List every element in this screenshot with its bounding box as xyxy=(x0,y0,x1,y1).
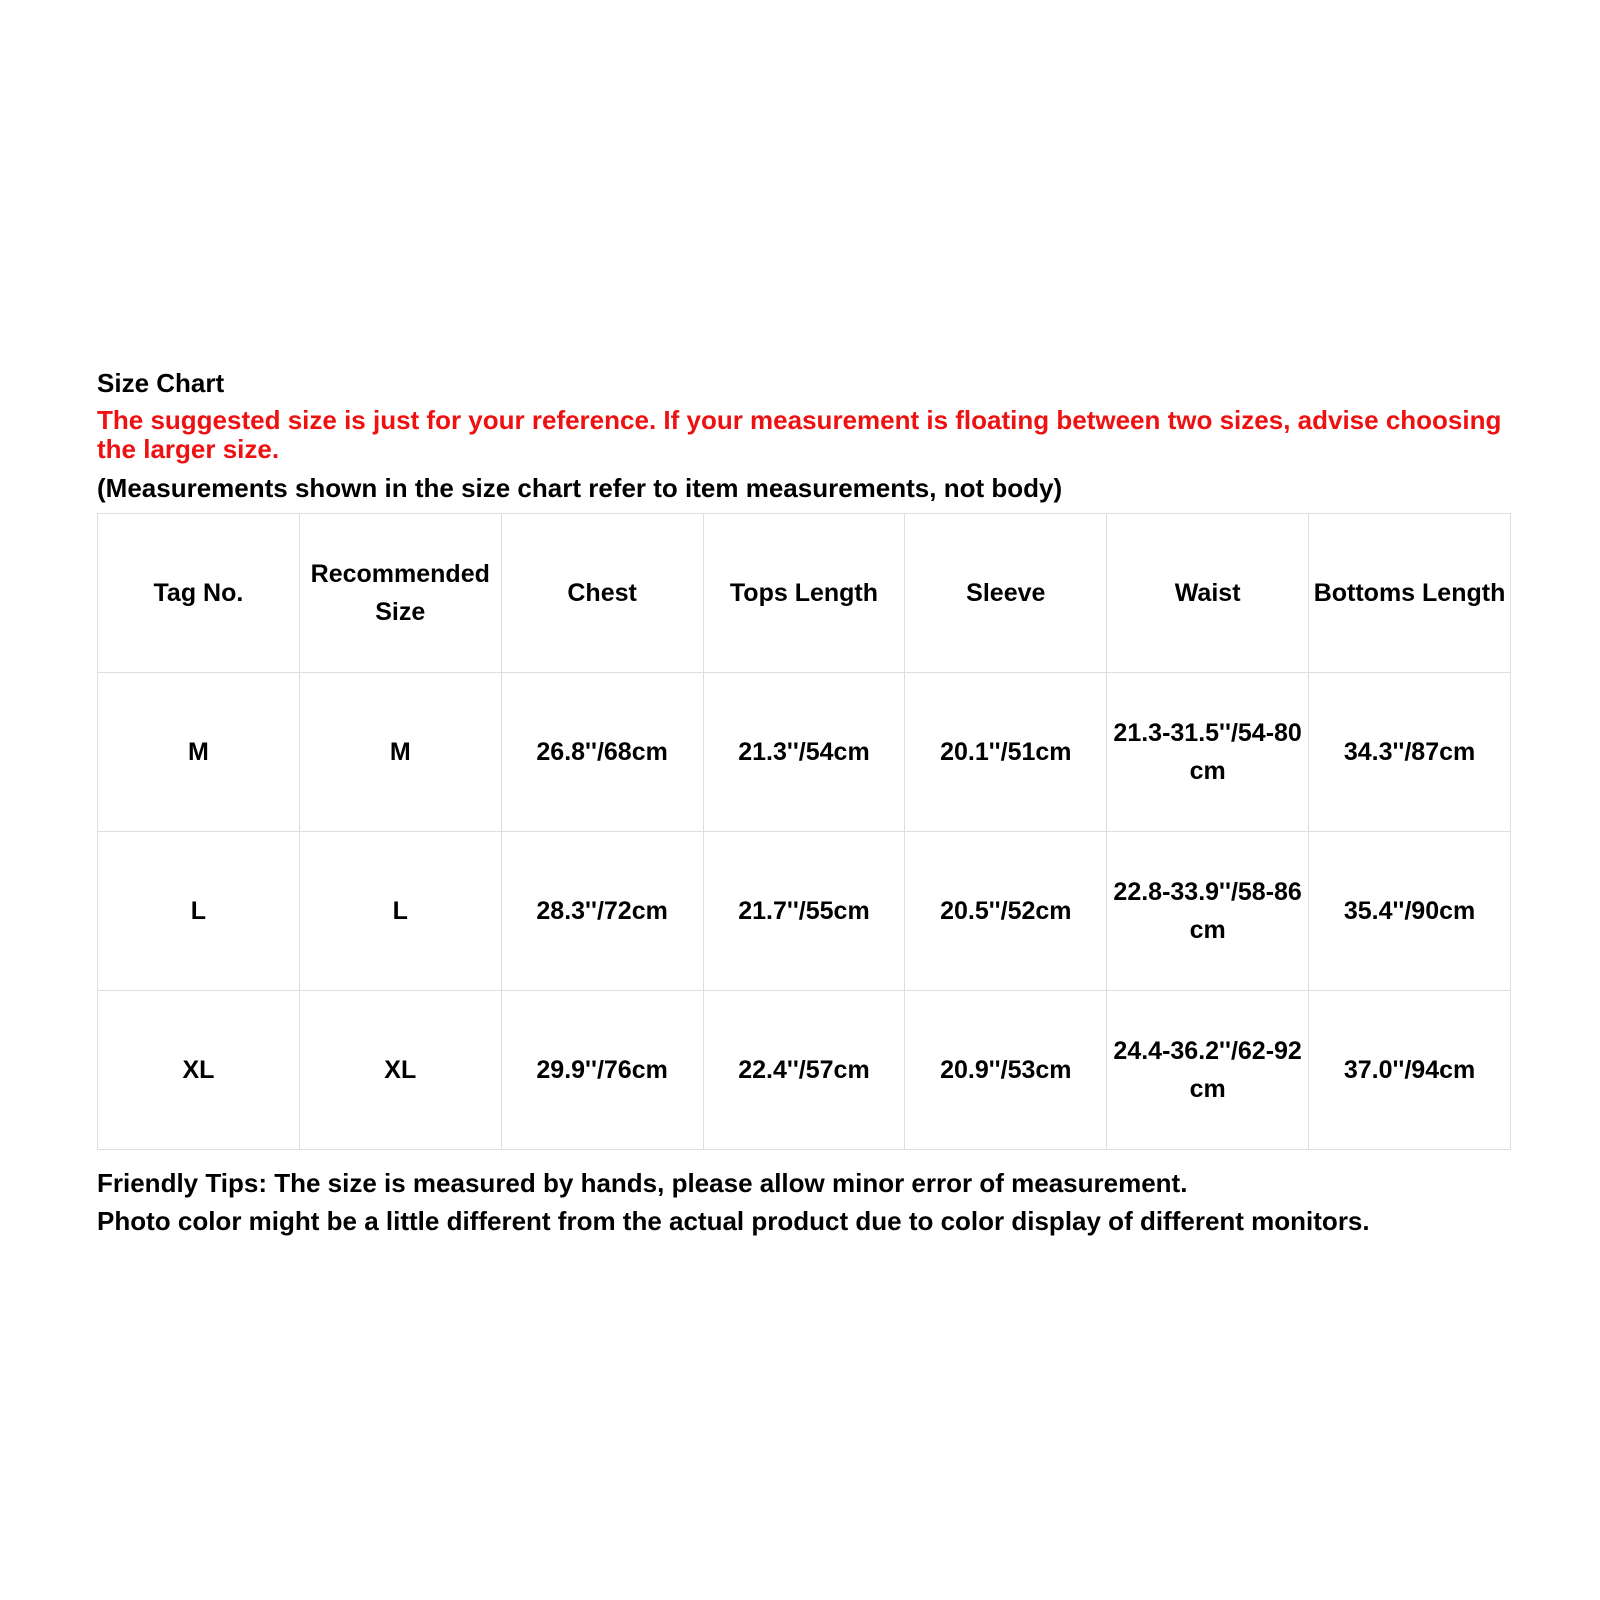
cell-bottoms-length: 34.3''/87cm xyxy=(1309,673,1511,832)
cell-waist: 24.4-36.2''/62-92cm xyxy=(1107,991,1309,1150)
tips-line-2: Photo color might be a little different from the actual product due to color display of different monitors. xyxy=(97,1206,1370,1236)
friendly-tips xyxy=(97,1164,1511,1244)
cell-sleeve: 20.9''/53cm xyxy=(905,991,1107,1150)
table-row xyxy=(98,673,1511,832)
size-table xyxy=(97,513,1511,1150)
cell-tops-length: 21.3''/54cm xyxy=(703,673,905,832)
header-recommended-size: Recommended Size xyxy=(299,514,501,673)
cell-waist: 21.3-31.5''/54-80cm xyxy=(1107,673,1309,832)
header-waist: Waist xyxy=(1107,514,1309,673)
size-chart-section xyxy=(97,366,1511,1244)
cell-tops-length: 22.4''/57cm xyxy=(703,991,905,1150)
tips-line-1: Friendly Tips: The size is measured by hands, please allow minor error of measurement. xyxy=(97,1168,1188,1198)
header-tag-no: Tag No. xyxy=(98,514,300,673)
size-notice: The suggested size is just for your reference. If your measurement is floating between two sizes, advise choosing the larger size. xyxy=(97,405,1502,464)
cell-recommended-size: XL xyxy=(299,991,501,1150)
cell-waist: 22.8-33.9''/58-86cm xyxy=(1107,832,1309,991)
cell-chest: 26.8''/68cm xyxy=(501,673,703,832)
cell-tag-no: XL xyxy=(98,991,300,1150)
cell-chest: 29.9''/76cm xyxy=(501,991,703,1150)
cell-tag-no: M xyxy=(98,673,300,832)
table-row xyxy=(98,832,1511,991)
page-title: Size Chart xyxy=(97,368,225,398)
cell-tops-length: 21.7''/55cm xyxy=(703,832,905,991)
table-header-row xyxy=(98,514,1511,673)
table-row xyxy=(98,991,1511,1150)
header-chest: Chest xyxy=(501,514,703,673)
cell-recommended-size: L xyxy=(299,832,501,991)
header-sleeve: Sleeve xyxy=(905,514,1107,673)
cell-recommended-size: M xyxy=(299,673,501,832)
cell-bottoms-length: 37.0''/94cm xyxy=(1309,991,1511,1150)
header-tops-length: Tops Length xyxy=(703,514,905,673)
header-bottoms-length: Bottoms Length xyxy=(1309,514,1511,673)
cell-bottoms-length: 35.4''/90cm xyxy=(1309,832,1511,991)
cell-tag-no: L xyxy=(98,832,300,991)
cell-sleeve: 20.5''/52cm xyxy=(905,832,1107,991)
measurement-note: (Measurements shown in the size chart refer to item measurements, not body) xyxy=(97,473,1063,503)
cell-chest: 28.3''/72cm xyxy=(501,832,703,991)
cell-sleeve: 20.1''/51cm xyxy=(905,673,1107,832)
